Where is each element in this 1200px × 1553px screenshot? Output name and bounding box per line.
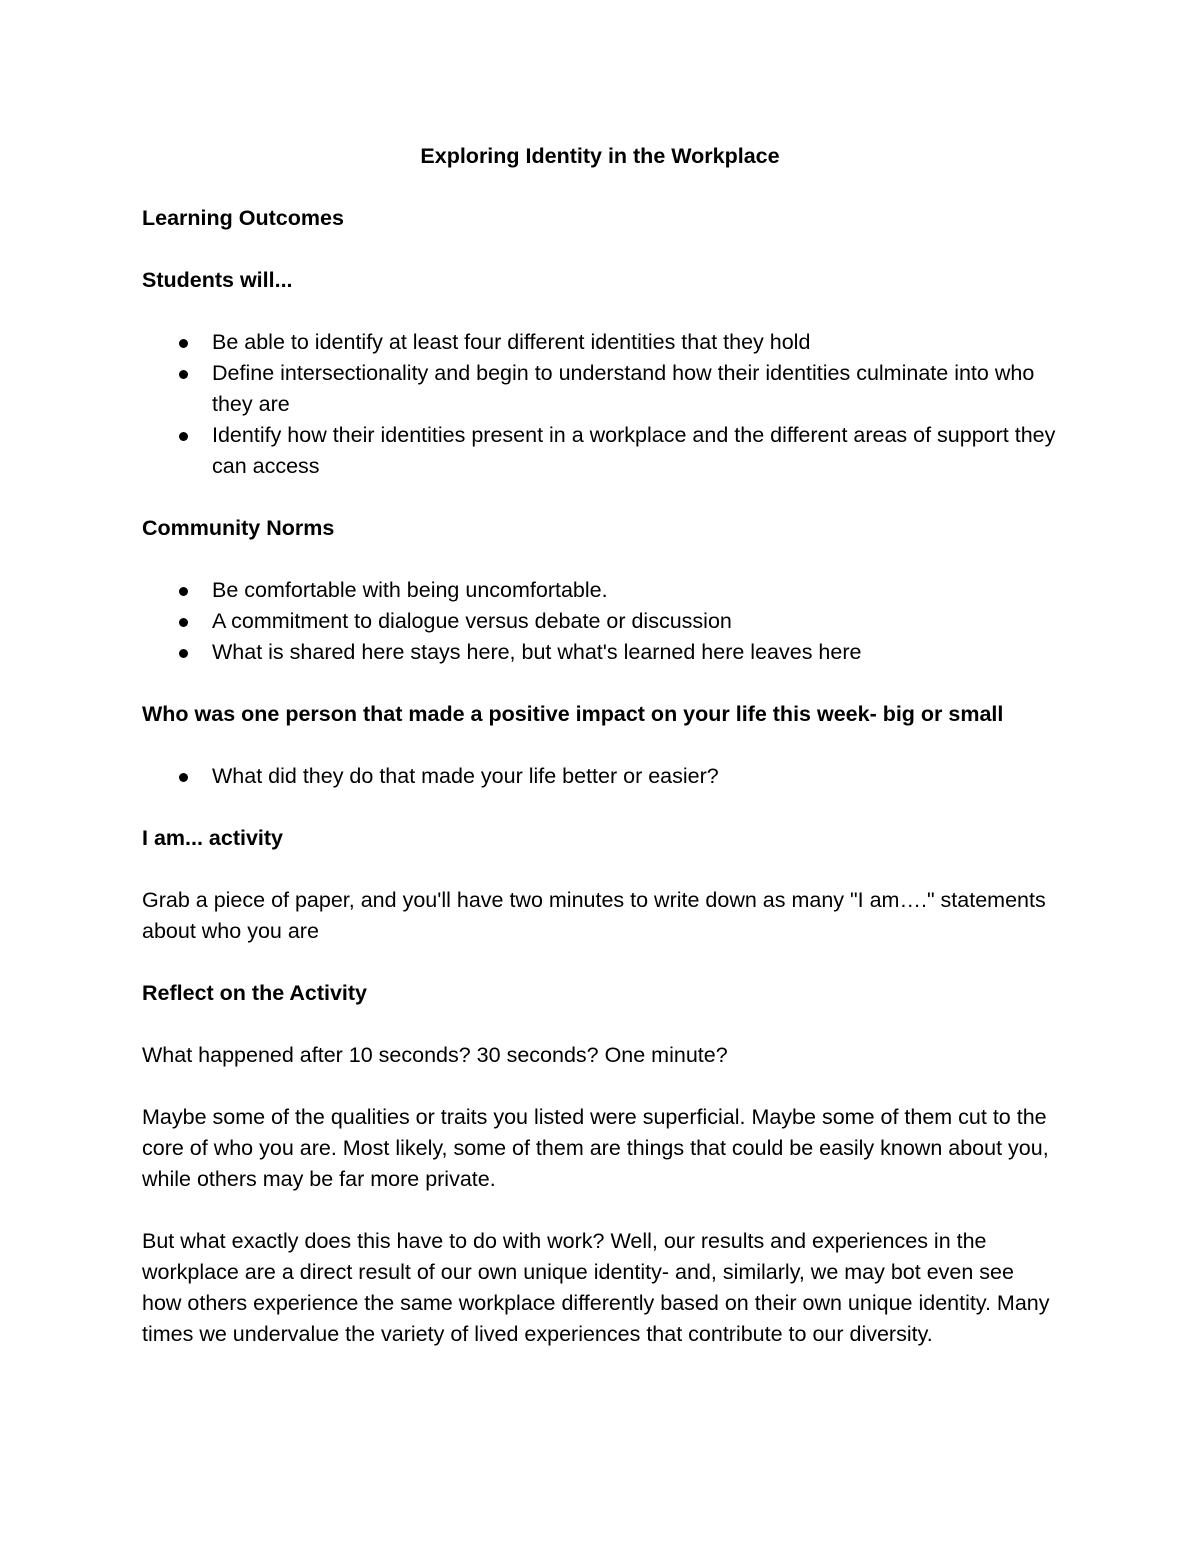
list-item — [142, 327, 1058, 358]
reflect-paragraph: Maybe some of the qualities or traits you listed were superficial. Maybe some of them cut to the core of who you are. Most likely, some of them are things that could be easily known about you, while others may be far more private. — [142, 1105, 1049, 1191]
list-item — [142, 606, 1058, 637]
students-will-heading: Students will... — [142, 268, 293, 292]
bullet-icon — [179, 649, 188, 658]
list-item — [142, 637, 1058, 668]
list-item-text: Be able to identify at least four different identities that they hold — [212, 330, 811, 354]
reflect-paragraph: What happened after 10 seconds? 30 seconds? One minute? — [142, 1043, 728, 1067]
list-item — [142, 420, 1058, 482]
bullet-icon — [179, 618, 188, 627]
list-item — [142, 358, 1058, 420]
bullet-icon — [179, 773, 188, 782]
document-content — [142, 141, 1058, 1381]
list-item-text: A commitment to dialogue versus debate or discussion — [212, 609, 732, 633]
list-item-text: Identify how their identities present in a workplace and the different areas of support they can access — [212, 423, 1056, 478]
i-am-activity-text: Grab a piece of paper, and you'll have two minutes to write down as many "I am…." statements about who you are — [142, 888, 1046, 943]
bullet-icon — [179, 432, 188, 441]
list-item-text: What did they do that made your life better or easier? — [212, 764, 719, 788]
positive-impact-heading: Who was one person that made a positive impact on your life this week- big or small — [142, 702, 1004, 726]
document-title: Exploring Identity in the Workplace — [420, 144, 780, 168]
reflect-paragraph: But what exactly does this have to do with work? Well, our results and experiences in the workplace are a direct result of our own unique identity- and, similarly, we may bot even see how others experience the same workplace differently based on their own unique identity. Many times we undervalue the variety of lived experiences that contribute to our diversity. — [142, 1229, 1050, 1346]
list-item — [142, 575, 1058, 606]
reflect-heading: Reflect on the Activity — [142, 981, 367, 1005]
learning-outcomes-heading: Learning Outcomes — [142, 206, 344, 230]
bullet-icon — [179, 339, 188, 348]
positive-impact-list — [142, 761, 1058, 792]
list-item-text: Define intersectionality and begin to understand how their identities culminate into who they are — [212, 361, 1035, 416]
list-item-text: Be comfortable with being uncomfortable. — [212, 578, 608, 602]
list-item-text: What is shared here stays here, but what's learned here leaves here — [212, 640, 862, 664]
bullet-icon — [179, 587, 188, 596]
community-norms-list — [142, 575, 1058, 668]
bullet-icon — [179, 370, 188, 379]
learning-outcomes-list — [142, 327, 1058, 482]
i-am-activity-heading: I am... activity — [142, 826, 284, 850]
list-item — [142, 761, 1058, 792]
community-norms-heading: Community Norms — [142, 516, 335, 540]
